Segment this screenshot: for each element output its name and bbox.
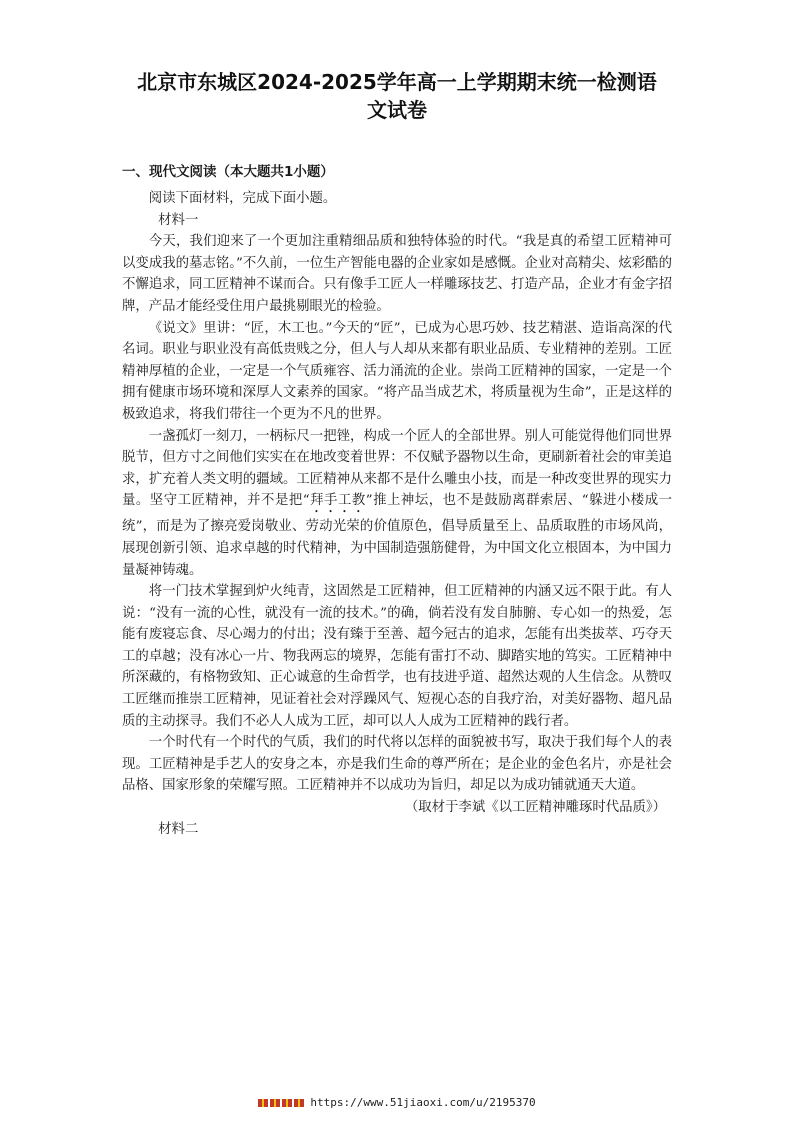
page-footer xyxy=(0,1096,794,1109)
reading-material xyxy=(122,188,672,840)
document-title-line2: 文试卷 xyxy=(367,98,427,122)
site-logo-icon xyxy=(258,1099,304,1107)
paragraph-3-part-a: 一盏孤灯一刻刀，一柄标尺一把锉，构成一个匠人的全部世界。别人可能觉得他们同世界脱节，但方寸之间他们实实在在地改变着世界：不仅赋予器物以生命，更刷新着社会的审美追求，扩充着人类文明的疆域。工匠精神从来都不是什么雕虫小技，而是一种改变世界的现实力量。坚守工匠精神，并不是把“ xyxy=(122,428,672,509)
paragraph-3 xyxy=(122,426,672,582)
material1-label: 材料一 xyxy=(158,212,199,228)
paragraph-2: 《说文》里讲：“匠，木工也。”今天的“匠”，已成为心思巧妙、技艺精湛、造诣高深的代名词。职业与职业没有高低贵贱之分，但人与人却从来都有职业品质、专业精神的差别。工匠精神厚植的企业，一定是一个气质雍容、活力涌流的企业。崇尚工匠精神的国家，一定是一个拥有健康市场环境和深厚人文素养的国家。“将产品当成艺术，将质量视为生命”，正是这样的极致追求，将我们带往一个更为不凡的世界。 xyxy=(122,320,672,422)
emphasized-phrase: 拜手工教 xyxy=(309,493,366,509)
footer-url[interactable]: https://www.51jiaoxi.com/u/2195370 xyxy=(310,1096,536,1109)
paragraph-3-part-b: ”推上神坛，也不是鼓励离群索居、“躲进小楼成一统”，而是为了擦亮爱岗敬业、劳动光荣的价值原色，倡导质量至上、品质取胜的市场风尚，展现创新引领、追求卓越的时代精神，为中国制造强筋健骨，为中国文化立根固本，为中国力量凝神铸魂。 xyxy=(122,493,672,578)
section-heading: 一、现代文阅读（本大题共1小题） xyxy=(122,164,334,180)
material2-label: 材料二 xyxy=(158,821,199,837)
paragraph-5: 一个时代有一个时代的气质，我们的时代将以怎样的面貌被书写，取决于我们每个人的表现。工匠精神是手艺人的安身之本，亦是我们生命的尊严所在；是企业的金色名片，亦是社会品格、国家形象的荣耀写照。工匠精神并不以成功为旨归，却足以为成功铺就通天大道。 xyxy=(122,735,672,794)
source-citation: （取材于李斌《以工匠精神雕琢时代品质》） xyxy=(404,800,666,816)
document-title-line1: 北京市东城区2024-2025学年高一上学期期末统一检测语 xyxy=(137,70,657,94)
paragraph-1: 今天，我们迎来了一个更加注重精细品质和独特体验的时代。“我是真的希望工匠精神可以变成我的墓志铭。”不久前，一位生产智能电器的企业家如是感慨。企业对高精尖、炫彩酷的不懈追求，同工匠精神不谋而合。只有像手工匠人一样雕琢技艺、打造产品，企业才有金字招牌，产品才能经受住用户最挑剔眼光的检验。 xyxy=(122,234,672,314)
instruction-text: 阅读下面材料，完成下面小题。 xyxy=(148,191,337,206)
paragraph-4: 将一门技术掌握到炉火纯青，这固然是工匠精神，但工匠精神的内涵又远不限于此。有人说：“没有一流的心性，就没有一流的技术。”的确，倘若没有发自肺腑、专心如一的热爱，怎能有废寝忘食、尽心竭力的付出；没有臻于至善、超今冠古的追求，怎能有出类拔萃、巧夺天工的卓越；没有冰心一片、物我两忘的境界，怎能有雷打不动、脚踏实地的笃实。工匠精神中所深藏的，有格物致知、正心诚意的生命哲学，也有技进乎道、超然达观的人生信念。从赞叹工匠继而推崇工匠精神，见证着社会对浮躁风气、短视心态的自我疗治，对美好器物、超凡品质的主动探寻。我们不必人人成为工匠，却可以人人成为工匠精神的践行者。 xyxy=(122,584,672,729)
